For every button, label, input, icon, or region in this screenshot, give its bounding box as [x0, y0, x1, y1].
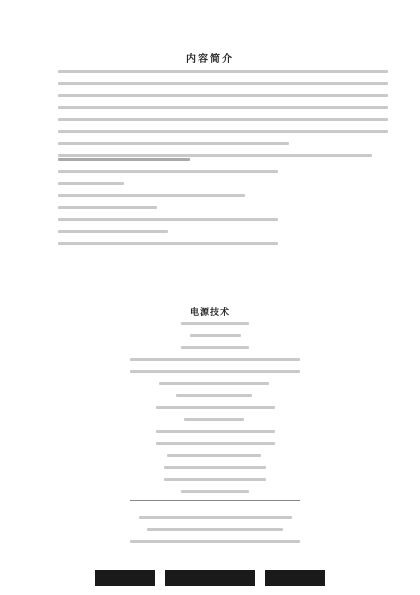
- watermark-segment: [95, 570, 155, 586]
- text-line: [58, 242, 278, 245]
- text-line: [139, 516, 292, 519]
- text-line: [159, 382, 270, 385]
- content-summary-heading: 内容简介: [186, 54, 234, 65]
- watermark-segment: [165, 570, 255, 586]
- text-line: [147, 528, 283, 531]
- text-line: [164, 466, 266, 469]
- text-line: [190, 334, 241, 337]
- watermark: [0, 570, 420, 592]
- text-line: [58, 82, 388, 85]
- text-line: [156, 406, 275, 409]
- text-line: [181, 322, 249, 325]
- colophon: [130, 322, 300, 502]
- text-line: [176, 394, 253, 397]
- text-line: [130, 358, 300, 361]
- text-line: [167, 454, 261, 457]
- text-line: [58, 170, 278, 173]
- book-title: 电源技术: [189, 308, 230, 318]
- text-line: [58, 130, 388, 133]
- text-line: [58, 106, 388, 109]
- text-line: [58, 142, 289, 145]
- text-line: [58, 182, 124, 185]
- text-line: [58, 94, 388, 97]
- text-line: [58, 206, 157, 209]
- text-line: [58, 230, 168, 233]
- text-line: [58, 158, 190, 161]
- text-line: [184, 418, 244, 421]
- divider: [130, 500, 300, 501]
- content-summary-text: [58, 70, 388, 166]
- text-line: [130, 540, 300, 543]
- text-line: [164, 478, 266, 481]
- text-line: [58, 154, 372, 157]
- cip-block: [58, 158, 278, 254]
- text-line: [181, 346, 249, 349]
- text-line: [58, 218, 278, 221]
- footer-notice: [130, 516, 300, 552]
- text-line: [130, 370, 300, 373]
- text-line: [58, 70, 388, 73]
- text-line: [58, 118, 388, 121]
- watermark-segment: [265, 570, 325, 586]
- text-line: [181, 490, 249, 493]
- text-line: [58, 194, 245, 197]
- text-line: [156, 442, 275, 445]
- text-line: [156, 430, 275, 433]
